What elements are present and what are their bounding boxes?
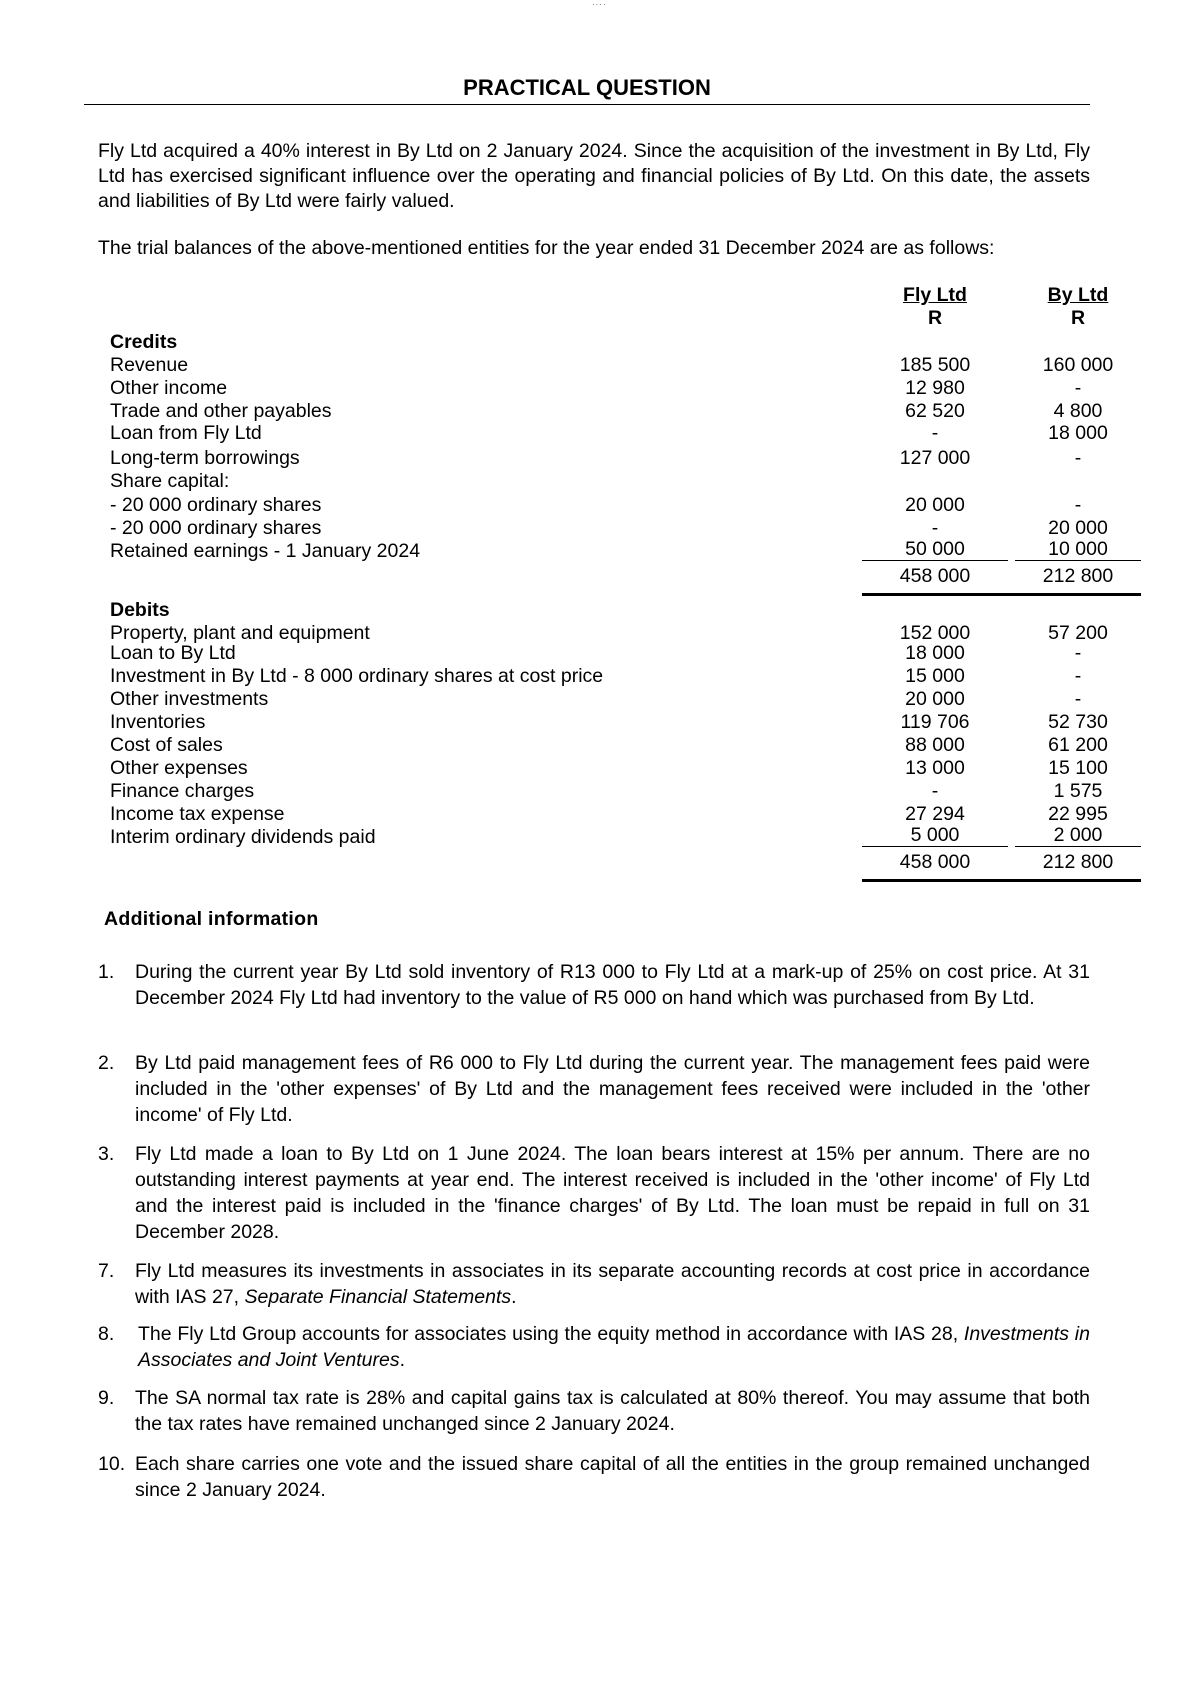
by-value: 22 995 <box>1048 803 1108 825</box>
table-row <box>0 354 1200 376</box>
debits-heading-row <box>0 599 1200 621</box>
row-label: Inventories <box>110 711 206 733</box>
column-header-fly: Fly Ltd <box>903 284 967 306</box>
by-value: - <box>1074 447 1082 469</box>
fly-value: 119 706 <box>900 711 970 733</box>
item-text: Each share carries one vote and the issued share capital of all the entities in the group remained unchanged since 2 January 2024. <box>135 1453 1090 1501</box>
by-total: 212 800 <box>1042 851 1114 873</box>
table-row <box>0 734 1200 756</box>
item-text: The SA normal tax rate is 28% and capital gains tax is calculated at 80% thereof. You may assume that both the tax rates have remained unchanged since 2 January 2024. <box>135 1387 1090 1435</box>
fly-value: 50 000 <box>862 540 1008 561</box>
table-row <box>0 400 1200 422</box>
credits-total-row <box>0 565 1200 587</box>
item-number: 3. <box>98 1143 115 1165</box>
fly-value: 13 000 <box>905 757 965 779</box>
table-row <box>0 494 1200 516</box>
column-unit-row <box>0 307 1200 329</box>
row-label: Investment in By Ltd - 8 000 ordinary shares at cost price <box>110 665 604 687</box>
by-value: 15 100 <box>1048 757 1108 779</box>
item-text: Fly Ltd measures its investments in associates in its separate accounting records at cost price in accordance with IAS 27, Separate Financial Statements. <box>135 1260 1090 1308</box>
credits-total-rule <box>862 593 1141 596</box>
item-number: 2. <box>98 1052 115 1074</box>
row-label: - 20 000 ordinary shares <box>110 494 322 516</box>
item-text: The Fly Ltd Group accounts for associates using the equity method in accordance with IAS 28, Investments in Associates and Joint Ventures. <box>138 1323 1090 1371</box>
list-item <box>98 1141 1090 1245</box>
fly-value: 12 980 <box>905 377 965 399</box>
credits-heading-row <box>0 331 1200 353</box>
fly-value: 18 000 <box>905 642 965 664</box>
item-number: 8. <box>98 1323 115 1345</box>
fly-value: - <box>931 422 939 444</box>
by-value: 20 000 <box>1048 517 1108 539</box>
fly-value: - <box>931 517 939 539</box>
fly-value: 15 000 <box>905 665 965 687</box>
fly-value: 88 000 <box>905 734 965 756</box>
table-row <box>0 622 1200 644</box>
page-title: PRACTICAL QUESTION <box>463 75 711 100</box>
row-label: Loan from Fly Ltd <box>110 422 262 444</box>
table-row <box>0 665 1200 687</box>
by-value: 18 000 <box>1048 422 1108 444</box>
by-value: - <box>1074 377 1082 399</box>
by-total: 212 800 <box>1042 565 1114 587</box>
table-row <box>0 422 1200 444</box>
column-header-by: By Ltd <box>1047 284 1109 306</box>
fly-total: 458 000 <box>899 565 971 587</box>
fly-value: 20 000 <box>905 494 965 516</box>
table-row <box>0 757 1200 779</box>
by-value: - <box>1074 665 1082 687</box>
row-label: Property, plant and equipment <box>110 622 370 644</box>
by-value: 61 200 <box>1048 734 1108 756</box>
row-label: Trade and other payables <box>110 400 332 422</box>
fly-value: - <box>931 780 939 802</box>
fly-value: 20 000 <box>905 688 965 710</box>
list-item <box>98 959 1090 1011</box>
column-unit-by: R <box>1070 307 1086 329</box>
row-label: Share capital: <box>110 470 230 492</box>
row-label: Other expenses <box>110 757 248 779</box>
item-text: During the current year By Ltd sold inventory of R13 000 to Fly Ltd at a mark-up of 25% on cost price. At 31 December 2024 Fly Ltd had inventory to the value of R5 000 on hand which was purchased from By Ltd. <box>135 961 1090 1009</box>
by-value: 52 730 <box>1048 711 1108 733</box>
table-row <box>0 780 1200 802</box>
table-row <box>0 711 1200 733</box>
by-value: - <box>1074 494 1082 516</box>
by-value: - <box>1074 688 1082 710</box>
list-item <box>98 1258 1090 1310</box>
list-item <box>98 1321 1090 1373</box>
debits-heading: Debits <box>110 599 170 621</box>
debits-total-row <box>0 851 1200 873</box>
table-row <box>0 826 1200 848</box>
by-value: 2 000 <box>1015 826 1141 847</box>
title-underline <box>84 104 1090 105</box>
column-unit-fly: R <box>927 307 943 329</box>
item-text: By Ltd paid management fees of R6 000 to Fly Ltd during the current year. The management fees paid were included in the 'other expenses' of By Ltd and the management fees received were included in the 'other income' of Fly Ltd. <box>135 1052 1090 1126</box>
by-value: 57 200 <box>1048 622 1108 644</box>
list-item <box>98 1050 1090 1128</box>
credits-heading: Credits <box>110 331 178 353</box>
by-value: 1 575 <box>1053 780 1103 802</box>
by-value: 160 000 <box>1042 354 1114 376</box>
intro-paragraph: Fly Ltd acquired a 40% interest in By Ltd on 2 January 2024. Since the acquisition of the investment in By Ltd, Fly Ltd has exercised significant influence over the operating and financial policies of By Ltd. On this date, the assets and liabilities of By Ltd were fairly valued. <box>98 140 1090 212</box>
fly-value: 185 500 <box>899 354 971 376</box>
table-row <box>0 377 1200 399</box>
row-label: Other investments <box>110 688 269 710</box>
item-number: 9. <box>98 1387 115 1409</box>
table-row <box>0 642 1200 664</box>
item-number: 1. <box>98 961 115 983</box>
row-label: Long-term borrowings <box>110 447 300 469</box>
fly-value: 127 000 <box>899 447 971 469</box>
list-item <box>98 1451 1090 1503</box>
row-label: Interim ordinary dividends paid <box>110 826 376 848</box>
row-label: Finance charges <box>110 780 255 802</box>
row-label: Revenue <box>110 354 189 376</box>
item-number: 10. <box>98 1453 126 1475</box>
page-mark: ···· <box>592 0 607 9</box>
row-label: Retained earnings - 1 January 2024 <box>110 540 421 562</box>
row-label: Cost of sales <box>110 734 223 756</box>
additional-information-heading: Additional information <box>104 908 319 930</box>
row-label: Other income <box>110 377 228 399</box>
fly-value: 152 000 <box>899 622 971 644</box>
fly-value: 62 520 <box>905 400 965 422</box>
row-label: Loan to By Ltd <box>110 642 236 664</box>
item-number: 7. <box>98 1260 115 1282</box>
row-label: - 20 000 ordinary shares <box>110 517 322 539</box>
fly-value: 5 000 <box>862 826 1008 847</box>
list-item <box>98 1385 1090 1437</box>
table-row <box>0 517 1200 539</box>
fly-total: 458 000 <box>899 851 971 873</box>
column-header-row <box>0 284 1200 306</box>
item-text: Fly Ltd made a loan to By Ltd on 1 June 2024. The loan bears interest at 15% per annum. There are no outstanding interest payments at year end. The interest received is included in the 'other income' of Fly Ltd and the interest paid is included in the 'finance charges' of By Ltd. The loan must be repaid in full on 31 December 2028. <box>135 1143 1090 1243</box>
by-value: 4 800 <box>1053 400 1103 422</box>
row-label: Income tax expense <box>110 803 285 825</box>
table-row <box>0 540 1200 562</box>
table-row <box>0 447 1200 469</box>
table-row <box>0 803 1200 825</box>
by-value: - <box>1074 642 1082 664</box>
table-row <box>0 470 1200 492</box>
debits-total-rule <box>862 879 1141 882</box>
fly-value: 27 294 <box>905 803 965 825</box>
intro-trial-balance-sentence: The trial balances of the above-mentioned entities for the year ended 31 December 2024 are as follows: <box>98 237 995 259</box>
by-value: 10 000 <box>1015 540 1141 561</box>
table-row <box>0 688 1200 710</box>
